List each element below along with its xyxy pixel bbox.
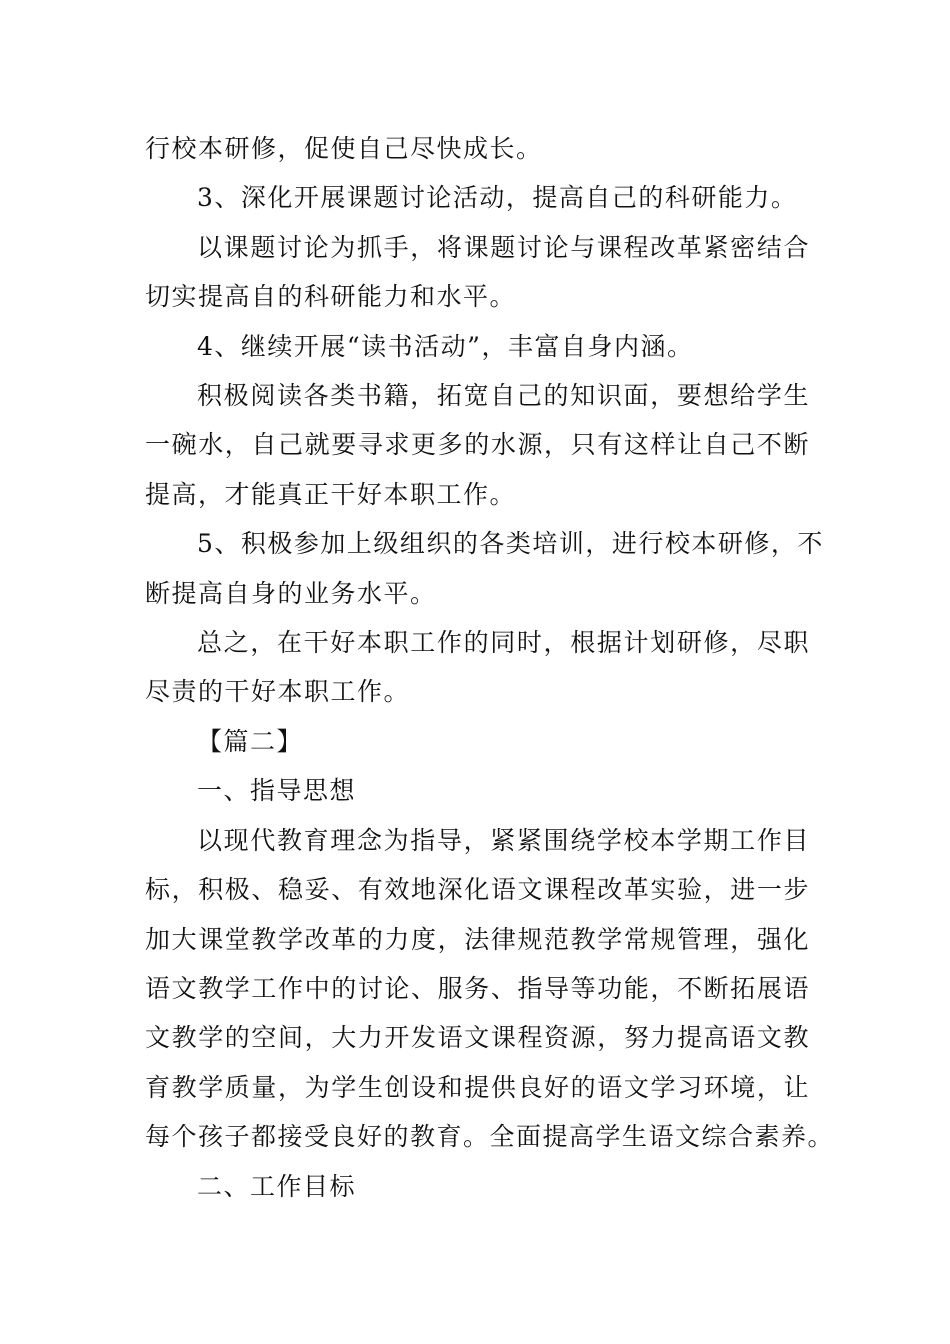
section-heading — [145, 717, 810, 766]
paragraph — [145, 322, 810, 371]
paragraph — [145, 173, 810, 222]
paragraph — [145, 371, 810, 519]
text-line: 一碗水，自己就要寻求更多的水源，只有这样让自己不断 — [145, 430, 810, 460]
text-line: 提高，才能真正干好本职工作。 — [145, 479, 517, 509]
text-line: 以课题讨论为抓手，将课题讨论与课程改革紧密结合 — [197, 232, 810, 262]
text-line: 总之，在干好本职工作的同时，根据计划研修，尽职 — [197, 628, 810, 658]
text-line: 积极阅读各类书籍，拓宽自己的知识面，要想给学生 — [197, 381, 810, 411]
document-body — [145, 124, 835, 1211]
text-line: 二、工作目标 — [197, 1171, 357, 1201]
text-line: 4、继续开展“读书活动”，丰富自身内涵。 — [197, 331, 694, 361]
subsection-heading — [145, 766, 810, 815]
text-line: 行校本研修，促使自己尽快成长。 — [145, 134, 543, 163]
paragraph — [145, 223, 810, 322]
text-line: 语文教学工作中的讨论、服务、指导等功能，不断拓展语 — [145, 973, 810, 1003]
text-line: 加大课堂教学改革的力度，法律规范教学常规管理，强化 — [145, 924, 810, 954]
text-line: 每个孩子都接受良好的教育。全面提高学生语文综合素养。 — [145, 1122, 835, 1152]
text-line: 文教学的空间，大力开发语文课程资源，努力提高语文教 — [145, 1023, 810, 1053]
paragraph — [145, 618, 810, 717]
subsection-heading — [145, 1162, 810, 1211]
paragraph — [145, 519, 824, 618]
text-line: 5、积极参加上级组织的各类培训，进行校本研修，不 — [197, 529, 824, 559]
text-line: 一、指导思想 — [197, 776, 357, 806]
text-line: 【篇二】 — [197, 726, 304, 756]
text-line: 切实提高自的科研能力和水平。 — [145, 282, 517, 312]
text-line: 断提高自身的业务水平。 — [145, 578, 437, 608]
text-line: 标，积极、稳妥、有效地深化语文课程改革实验，进一步 — [145, 875, 810, 905]
text-line: 尽责的干好本职工作。 — [145, 677, 411, 707]
paragraph — [145, 816, 835, 1162]
text-line: 3、深化开展课题讨论活动，提高自己的科研能力。 — [197, 183, 798, 213]
text-line: 育教学质量，为学生创设和提供良好的语文学习环境，让 — [145, 1072, 810, 1102]
paragraph — [145, 124, 810, 173]
text-line: 以现代教育理念为指导，紧紧围绕学校本学期工作目 — [197, 825, 810, 855]
